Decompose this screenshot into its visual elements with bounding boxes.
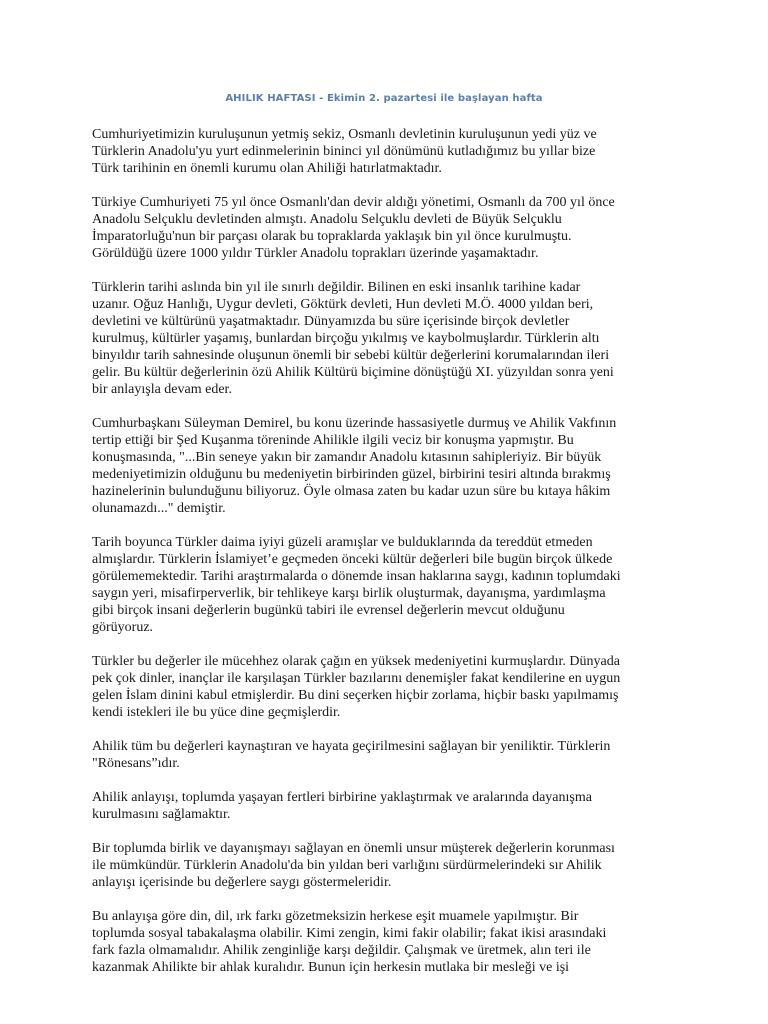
text-line: Türk tarihinin en önemli kurumu olan Ahiliği hatırlatmaktadır. [92,161,442,176]
document-body [92,126,692,993]
text-line: Türklerin Anadolu'yu yurt edinmelerinin bininci yıl dönümünü kutladığımız bu yıllar bize [92,144,596,159]
text-line: pek çok dinler, inançlar ile karşılaşan Türkler bazılarını denemişler fakat kendilerine en uygun [92,671,621,686]
text-line: Cumhuriyetimizin kuruluşunun yetmiş sekiz, Osmanlı devletinin kuruluşunun yedi yüz ve [92,127,597,142]
text-line: saygın yeri, misafirperverlik, bir tehlikeye karşı birlik oluşturmak, dayanışma, yardımlaşma [92,586,606,601]
text-line: Bir toplumda birlik ve dayanışmayı sağlayan en önemli unsur müşterek değerlerin korunması [92,841,615,856]
document-title: AHILIK HAFTASI - Ekimin 2. pazartesi ile başlayan hafta [225,93,543,104]
text-line: gelen İslam dinini kabul etmişlerdir. Bu dini seçerken hiçbir zorlama, hiçbir baskı yapılmamış [92,688,619,703]
text-line: Türklerin tarihi aslında bin yıl ile sınırlı değildir. Bilinen en eski insanlık tarihine kadar [92,280,581,295]
text-line: "Rönesans”ıdır. [92,756,180,771]
text-line: devletini ve kültürünü yaşatmaktadır. Dünyamızda bu süre içerisinde birçok devletler [92,314,570,329]
text-line: Ahilik anlayışı, toplumda yaşayan fertleri birbirine yaklaştırmak ve aralarında dayanışma [92,790,592,805]
paragraph [92,279,692,398]
text-line: konuşmasında, "...Bin seneye yakın bir zamandır Anadolu kıtasının sahipleriyiz. Bir büyük [92,450,602,465]
text-line: Ahilik tüm bu değerleri kaynaştıran ve hayata geçirilmesini sağlayan bir yeniliktir. Türklerin [92,739,611,754]
text-line: görülememektedir. Tarihi araştırmalarda o dönemde insan haklarına saygı, kadının toplumdaki [92,569,621,584]
text-line: bir anlayışla devam eder. [92,382,232,397]
text-line: almışlardır. Türklerin İslamiyet’e geçmeden önceki kültür değerleri bile bugün birçok ülkede [92,552,613,567]
text-line: gelir. Bu kültür değerlerinin özü Ahilik Kültürü biçimine dönüştüğü XI. yüzyıldan sonra yeni [92,365,614,380]
text-line: toplumda sosyal tabakalaşma olabilir. Kimi zengin, kimi fakir olabilir; fakat ikisi arasındaki [92,926,607,941]
paragraph [92,840,692,891]
text-line: kurulmasını sağlamaktır. [92,807,231,822]
paragraph [92,653,692,721]
text-line: kurulmuş, kültürler yaşamış, bunlardan birçoğu yıkılmış ve kaybolmuşlardır. Türklerin altı [92,331,600,346]
text-line: gibi birçok insani değerlerin bugünkü tabiri ile evrensel değerlerin mevcut olduğunu [92,603,565,618]
paragraph [92,126,692,177]
paragraph [92,534,692,636]
paragraph [92,738,692,772]
paragraph [92,194,692,262]
text-line: Türkiye Cumhuriyeti 75 yıl önce Osmanlı'dan devir aldığı yönetimi, Osmanlı da 700 yıl önce [92,195,615,210]
text-line: Görüldüğü üzere 1000 yıldır Türkler Anadolu toprakları üzerinde yaşamaktadır. [92,246,539,261]
text-line: medeniyetimizin olduğunu bu medeniyetin birbirinden güzel, birbirini tesiri altında bırakmış [92,467,611,482]
text-line: kazanmak Ahilikte bir ahlak kuralıdır. Bunun için herkesin mutlaka bir mesleği ve işi [92,960,570,975]
text-line: görüyoruz. [92,620,154,635]
text-line: Türkler bu değerler ile mücehhez olarak çağın en yüksek medeniyetini kurmuşlardır. Dünyada [92,654,620,669]
text-line: tertip ettiği bir Şed Kuşanma töreninde Ahilikle ilgili veciz bir konuşma yapmıştır. Bu [92,433,574,448]
text-line: binyıldır tarih sahnesinde oluşunun önemli bir sebebi kültür değerlerini korumalarından ileri [92,348,610,363]
text-line: olunamazdı..." demiştir. [92,501,226,516]
text-line: ile mümkündür. Türklerin Anadolu'da bin yıldan beri varlığını sürdürmelerindeki sır Ahilik [92,858,602,873]
text-line: fark fazla olmamalıdır. Ahilik zenginliğe karşı değildir. Çalışmak ve üretmek, alın teri ile [92,943,591,958]
text-line: kendi istekleri ile bu yüce dine geçmişlerdir. [92,705,341,720]
text-line: Tarih boyunca Türkler daima iyiyi güzeli aramışlar ve bulduklarında da tereddüt etmeden [92,535,593,550]
text-line: Cumhurbaşkanı Süleyman Demirel, bu konu üzerinde hassasiyetle durmuş ve Ahilik Vakfının [92,416,617,431]
text-line: İmparatorluğu'nun bir parçası olarak bu topraklarda yaklaşık bin yıl önce kurulmuştu. [92,229,572,244]
text-line: Anadolu Selçuklu devletinden almıştı. Anadolu Selçuklu devleti de Büyük Selçuklu [92,212,562,227]
paragraph [92,908,692,976]
paragraph [92,415,692,517]
text-line: Bu anlayışa göre din, dil, ırk farkı gözetmeksizin herkese eşit muamele yapılmıştır. Bir [92,909,579,924]
text-line: uzanır. Oğuz Hanlığı, Uygur devleti, Göktürk devleti, Hun devleti M.Ö. 4000 yıldan beri, [92,297,594,312]
text-line: anlayışı içerisinde bu değerlere saygı göstermeleridir. [92,875,392,890]
text-line: hazinelerinin bulunduğunu biliyoruz. Öyle olmasa zaten bu kadar uzun süre bu kıtaya hâkim [92,484,611,499]
paragraph [92,789,692,823]
